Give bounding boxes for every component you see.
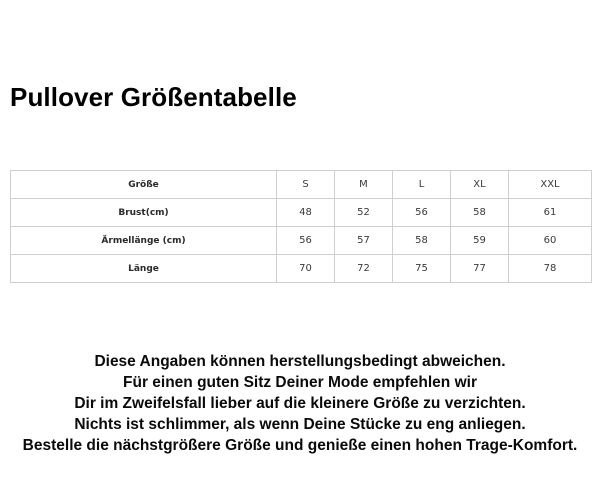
row-label-length: Länge (11, 255, 277, 283)
table-cell: 61 (509, 199, 592, 227)
header-cell-m: M (335, 171, 393, 199)
size-table (10, 170, 592, 283)
row-label-sleeve: Ärmellänge (cm) (11, 227, 277, 255)
row-label-chest: Brust(cm) (11, 199, 277, 227)
table-cell: 58 (451, 199, 509, 227)
header-cell-xl: XL (451, 171, 509, 199)
note-line: Diese Angaben können herstellungsbedingt abweichen. (94, 353, 506, 370)
header-cell-size: Größe (11, 171, 277, 199)
table-cell: 48 (277, 199, 335, 227)
note-line: Nichts ist schlimmer, als wenn Deine Stücke zu eng anliegen. (74, 416, 526, 433)
table-cell: 57 (335, 227, 393, 255)
table-row-chest (11, 199, 592, 227)
header-cell-l: L (393, 171, 451, 199)
note-line: Für einen guten Sitz Deiner Mode empfehlen wir (123, 374, 477, 391)
table-cell: 60 (509, 227, 592, 255)
table-cell: 56 (393, 199, 451, 227)
header-cell-xxl: XXL (509, 171, 592, 199)
size-advice-note (0, 351, 600, 456)
table-cell: 70 (277, 255, 335, 283)
table-cell: 56 (277, 227, 335, 255)
note-line: Dir im Zweifelsfall lieber auf die kleinere Größe zu verzichten. (74, 395, 526, 412)
table-cell: 77 (451, 255, 509, 283)
table-cell: 52 (335, 199, 393, 227)
table-cell: 59 (451, 227, 509, 255)
table-header-row (11, 171, 592, 199)
table-cell: 78 (509, 255, 592, 283)
note-line: Bestelle die nächstgrößere Größe und genieße einen hohen Trage-Komfort. (22, 437, 578, 454)
page-title: Pullover Größentabelle (10, 82, 297, 112)
table-cell: 58 (393, 227, 451, 255)
table-row-length (11, 255, 592, 283)
table-cell: 72 (335, 255, 393, 283)
table-cell: 75 (393, 255, 451, 283)
header-cell-s: S (277, 171, 335, 199)
table-row-sleeve (11, 227, 592, 255)
